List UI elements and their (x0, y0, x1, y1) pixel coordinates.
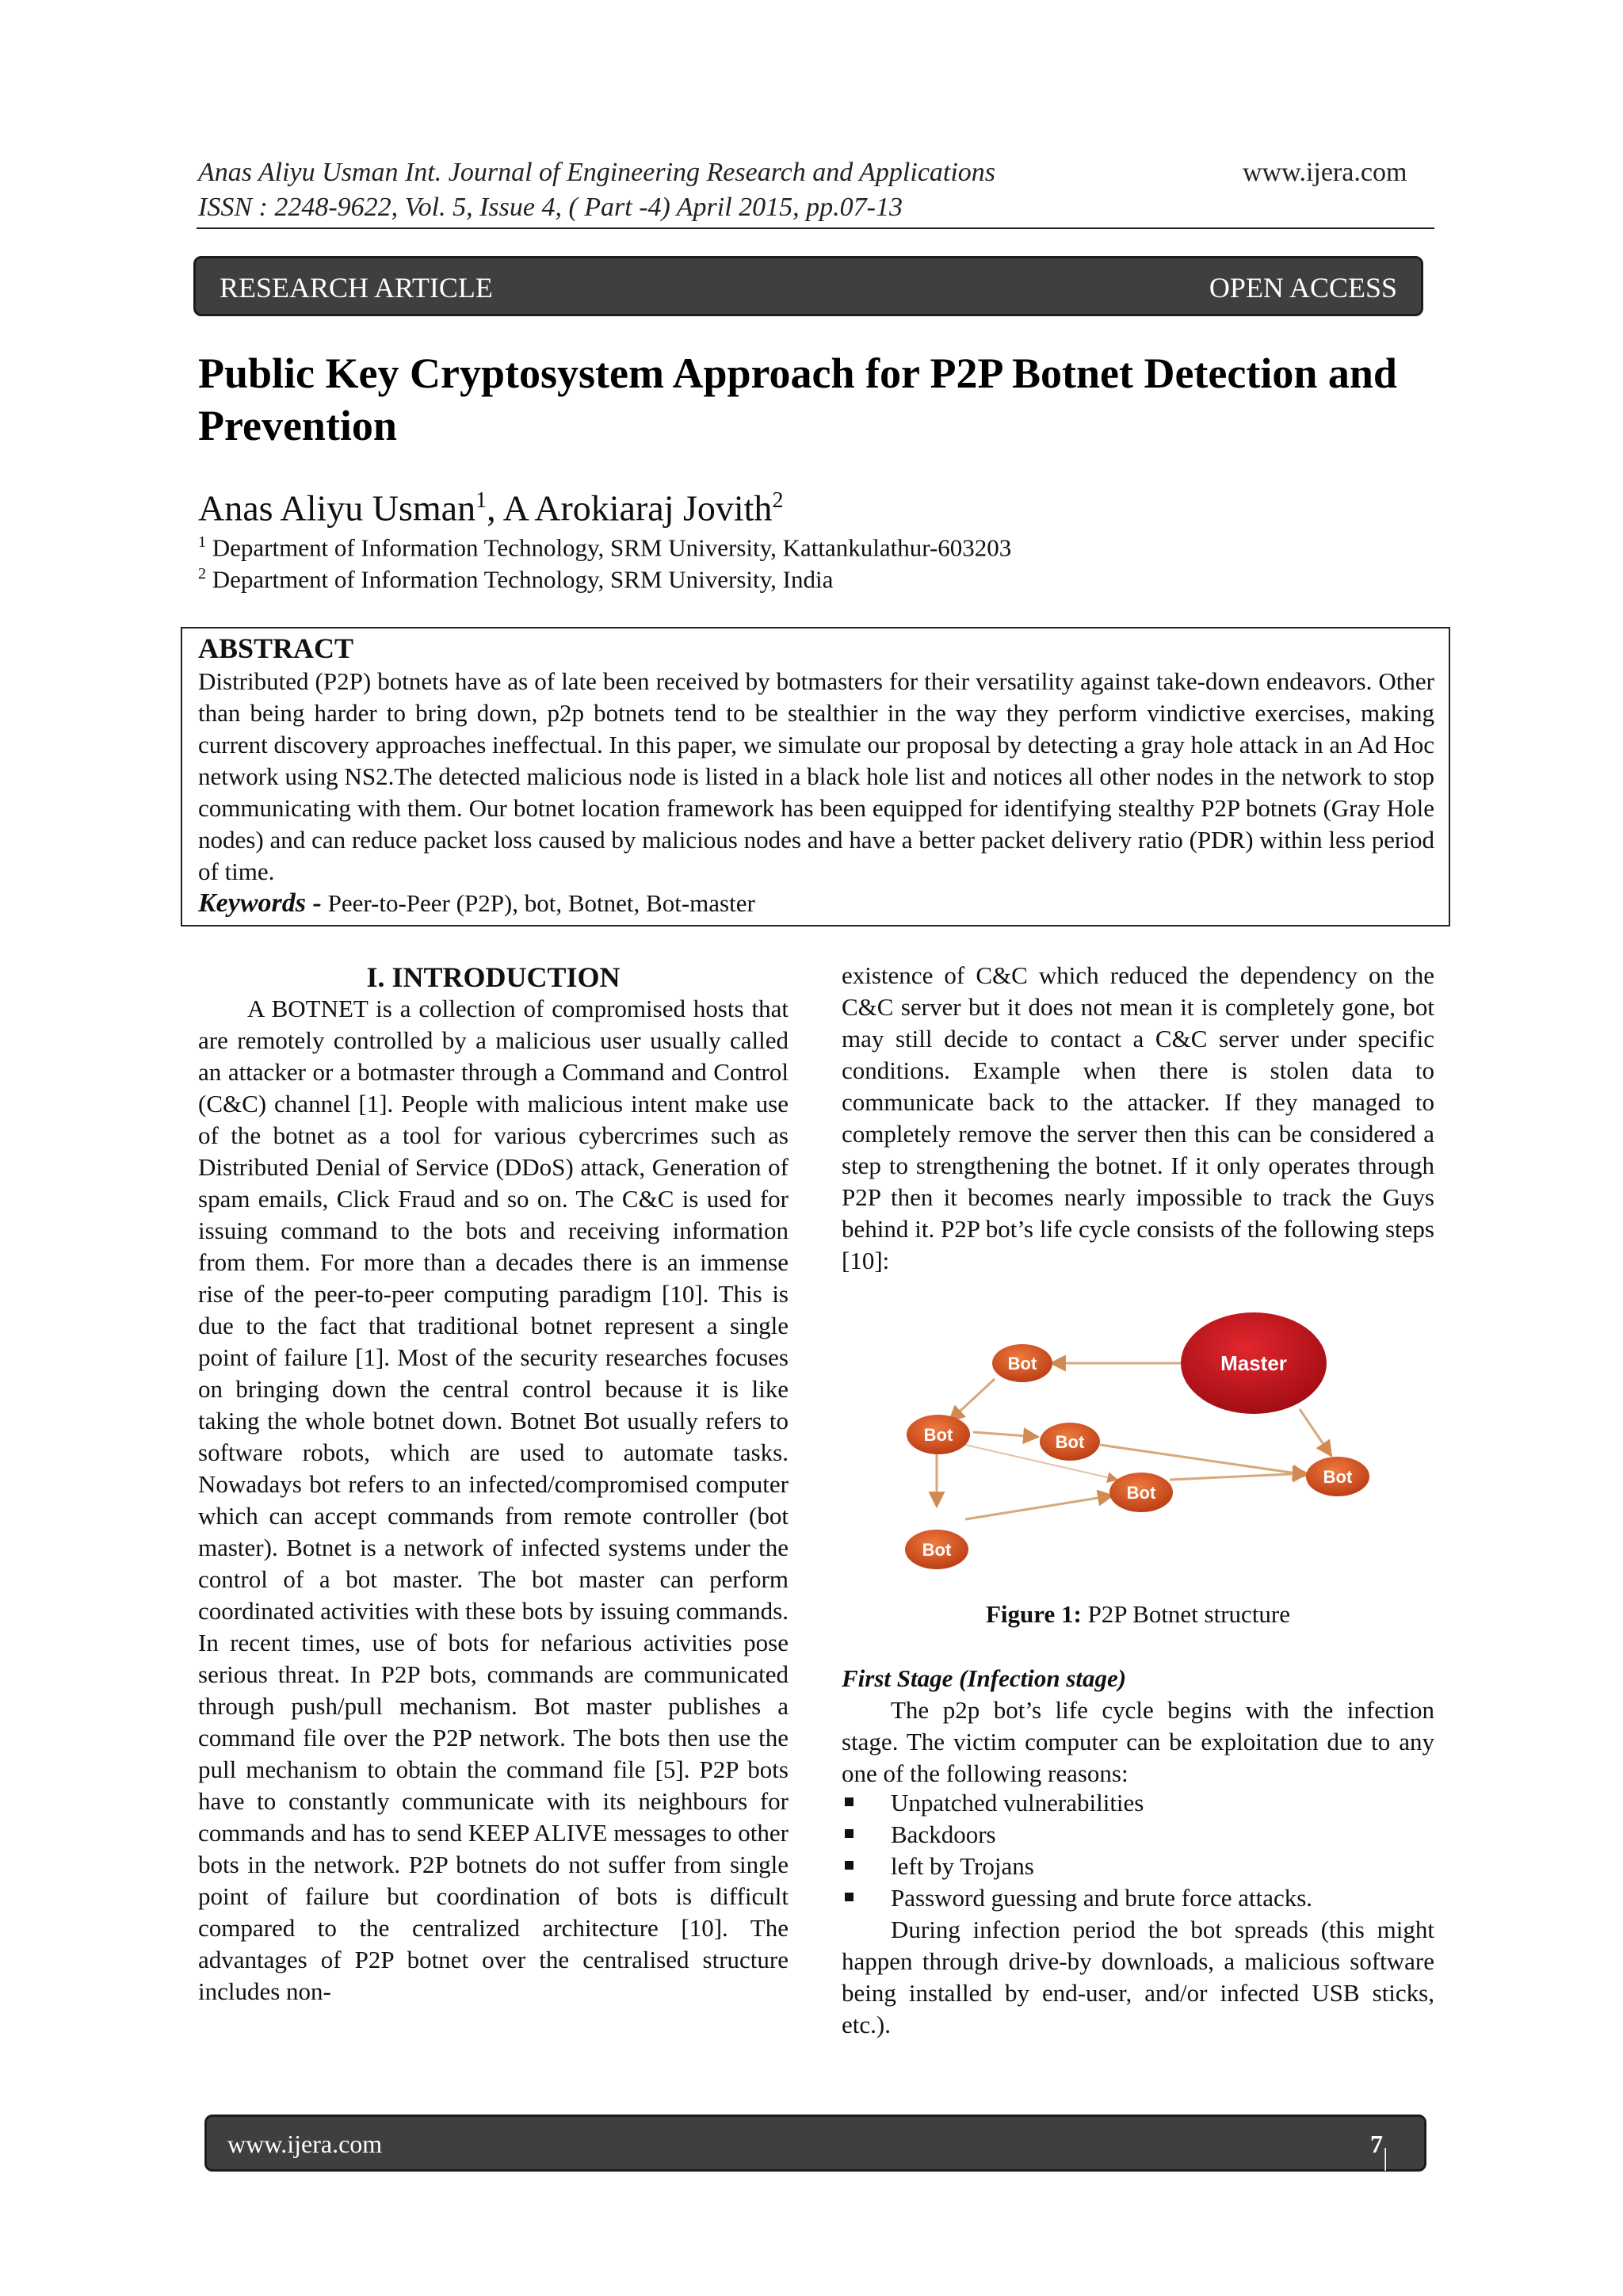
infection-reasons-list (842, 1787, 1312, 1914)
author-1: Anas Aliyu Usman (198, 487, 476, 529)
list-item: Unpatched vulnerabilities (842, 1787, 1312, 1819)
paper-title: Public Key Cryptosystem Approach for P2P Botnet Detection and Prevention (198, 350, 1397, 449)
arrow-bot2-to-bot3 (973, 1432, 1038, 1437)
intro-continuation: existence of C&C which reduced the dependency on the C&C server but it does not mean it is completely gone, bot may still decide to contact a C&C server under specific conditions. Example when there is stolen data to communicate back to the attacker. If they managed to completely remove the server then this can be considered a step to strengthening the botnet. If it only operates through P2P then it becomes nearly impossible to track the Guys behind it. P2P bot’s life cycle consists of the following steps [10]: (842, 961, 1434, 1274)
header-rule (197, 227, 1434, 229)
article-type-banner (193, 256, 1423, 316)
open-access-label: OPEN ACCESS (1209, 272, 1397, 304)
master-node-label: Master (1220, 1351, 1287, 1375)
bullet-square-icon (845, 1861, 854, 1870)
abstract-text: Distributed (P2P) botnets have as of late been received by botmasters for their versatility against take-down endeavors. Other than being harder to bring down, p2p botnets tend to be stealthier in the way they perform vindictive exercises, making current discovery approaches ineffectual. In this paper, we simulate our proposal by detecting a gray hole attack in an Ad Hoc network using NS2.The detected malicious node is listed in a black hole list and notices all other nodes in the network to stop communicating with them. Our botnet location framework has been equipped for identifying stealthy P2P botnets (Gray Hole nodes) and can reduce packet loss caused by malicious nodes and have a better packet delivery ratio (PDR) within less period of time. (198, 667, 1434, 885)
issn-header-line: ISSN : 2248-9622, Vol. 5, Issue 4, ( Part -4) April 2015, pp.07-13 (198, 193, 903, 222)
research-article-label: RESEARCH ARTICLE (220, 272, 493, 304)
page-label: | P a g e (1383, 2142, 1396, 2288)
footer-page-number (1370, 2130, 1396, 2288)
bot-node-6-label: Bot (922, 1540, 952, 1560)
list-item: Backdoors (842, 1819, 1312, 1851)
bot-node-5-label: Bot (1126, 1483, 1156, 1503)
first-stage-heading: First Stage (Infection stage) (842, 1664, 1127, 1692)
keywords-text: Peer-to-Peer (P2P), bot, Botnet, Bot-master (321, 889, 755, 917)
first-stage-after-block (842, 1914, 1434, 2041)
page-number: 7 (1370, 2130, 1383, 2158)
author-separator: , (487, 487, 503, 529)
first-stage-intro-block (842, 1694, 1434, 1790)
bullet-square-icon (845, 1893, 854, 1901)
author-2-sup: 2 (772, 488, 784, 513)
journal-header-line: Anas Aliyu Usman Int. Journal of Engineering Research and Applications (198, 158, 996, 187)
keywords-line (198, 888, 755, 919)
arrow-master-to-bot4 (1300, 1409, 1331, 1456)
page-footer (204, 2115, 1426, 2288)
affiliation-2-num: 2 (198, 565, 206, 583)
footer-website: www.ijera.com (227, 2130, 383, 2158)
authors-line (198, 479, 783, 530)
arrow-bot5-to-bot4 (1170, 1473, 1308, 1480)
author-1-sup: 1 (475, 488, 487, 513)
affiliation-1-num: 1 (198, 533, 206, 551)
bullet-square-icon (845, 1797, 854, 1806)
keywords-label: Keywords - (198, 888, 322, 918)
bot-node-2-label: Bot (923, 1425, 953, 1445)
figure-caption-label: Figure 1: (985, 1600, 1082, 1628)
intro-paragraph: A BOTNET is a collection of compromised hosts that are remotely controlled by a malicious user usually called an attacker or a botmaster through a Command and Control (C&C) channel [1]. People with malicious intent make use of the botnet as a tool for various cybercrimes such as Distributed Denial of Service (DDoS) attack, Generation of spam emails, Click Fraud and so on. The C&C is used for issuing command to the bots and receiving information from them. For more than a decades there is an immense rise of the peer-to-peer computing paradigm [10]. This is due to the fact that traditional botnet represent a single point of failure [1]. Most of the security researches focuses on bringing down the central control because it is like taking the whole botnet down. Botnet Bot usually refers to software robots, which are used to automate tasks. Nowadays bot refers to an infected/compromised computer which can accept commands from remote controller (bot master). Botnet is a network of infected systems under the control of a bot master. The bot master can perform coordinated activities with these bots by issuing commands. In recent times, use of bots for nefarious activities pose serious threat. In P2P bots, commands are communicated through push/pull mechanism. Bot master publishes a command file over the P2P network. The bots then use the pull mechanism to obtain the command file [5]. P2P bots have to constantly communicate with its neighbours for commands and has to send KEEP ALIVE messages to other bots in the network. P2P botnets do not suffer from single point of failure but coordination of bots is difficult compared to the centralized architecture [10]. The advantages of P2P botnet over the centralised structure includes non- (198, 995, 789, 2005)
first-stage-intro: The p2p bot’s life cycle begins with the infection stage. The victim computer can be exploitation due to any one of the following reasons: (842, 1696, 1434, 1787)
header-website: www.ijera.com (1243, 158, 1407, 187)
affiliation-2 (198, 558, 833, 595)
intro-column (198, 993, 789, 2008)
intro-continuation-column (842, 960, 1434, 1277)
abstract-heading: ABSTRACT (198, 632, 354, 664)
figure-caption (842, 1599, 1434, 1630)
p2p-botnet-figure (888, 1312, 1426, 1585)
arrow-bot6-to-bot5 (965, 1496, 1113, 1519)
bullet-square-icon (845, 1829, 854, 1838)
bot-node-4-label: Bot (1323, 1467, 1353, 1487)
affiliation-1-text: Department of Information Technology, SRM University, Kattankulathur-603203 (212, 533, 1012, 562)
affiliation-2-text: Department of Information Technology, SRM University, India (212, 565, 834, 594)
introduction-heading: I. INTRODUCTION (366, 961, 621, 993)
first-stage-after: During infection period the bot spreads (this might happen through drive-by downloads, a malicious software being installed by end-user, and/or infected USB sticks, etc.). (842, 1916, 1434, 2038)
list-item: left by Trojans (842, 1851, 1312, 1882)
arrow-bot3-to-bot4 (1100, 1445, 1308, 1475)
bot-node-1-label: Bot (1007, 1354, 1037, 1373)
figure-caption-text: P2P Botnet structure (1081, 1600, 1291, 1628)
arrow-bot1-to-bot2 (949, 1379, 995, 1421)
bot-node-3-label: Bot (1055, 1432, 1085, 1452)
author-2: A Arokiaraj Jovith (502, 487, 773, 529)
list-item: Password guessing and brute force attacks. (842, 1882, 1312, 1914)
